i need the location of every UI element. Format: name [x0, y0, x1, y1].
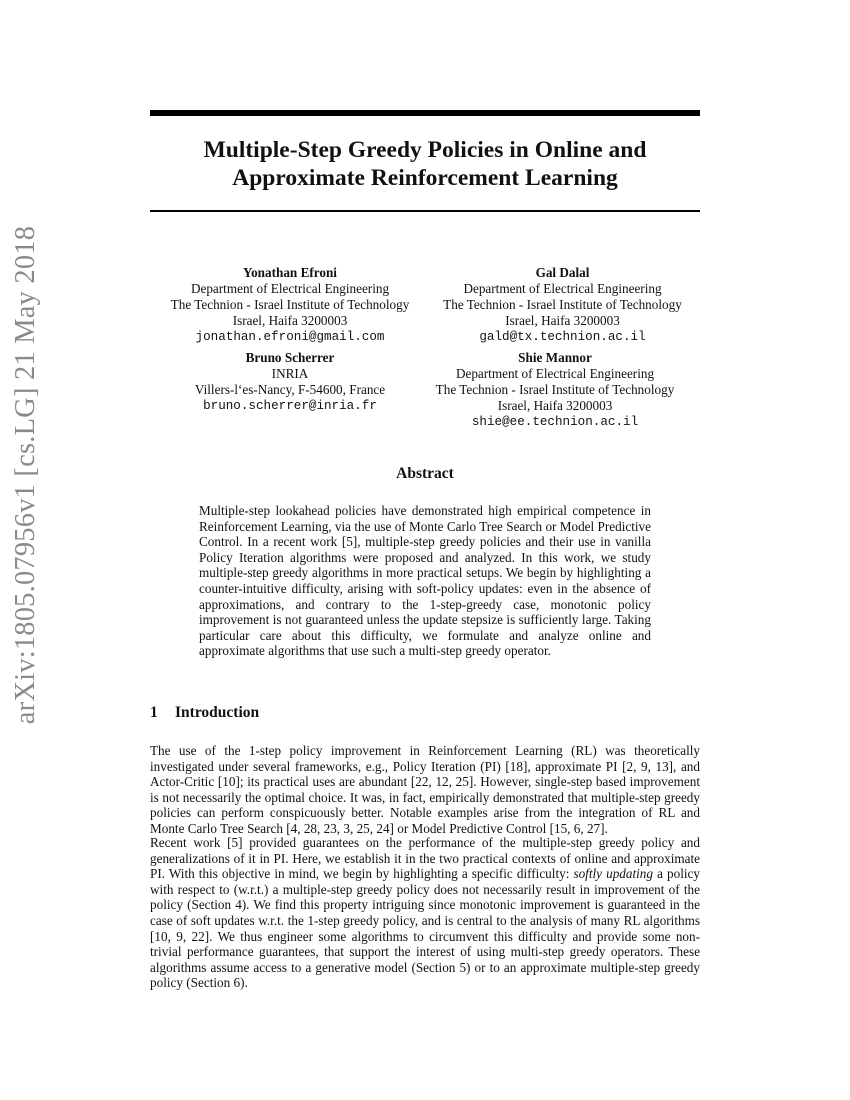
- author-email: jonathan.efroni@gmail.com: [195, 330, 385, 344]
- paragraph-text: a policy with respect to (w.r.t.) a multiple-step greedy policy does not necessarily result in improvement of the policy (Section 4). We find this property intriguing since monotonic improvement is guaranteed in the case of soft updates w.r.t. the 1-step greedy policy, and is central to the analysis of many RL algorithms [10, 9, 22]. We thus engineer some algorithms to circumvent this difficulty and provide some non-trivial performance guarantees, that support the interest of using multi-step greedy operators. These algorithms assume access to a generative model (Section 5) or to an approximate multiple-step greedy policy (Section 6).: [150, 866, 700, 991]
- paragraph-text: Recent work [5] provided guarantees on the performance of the multiple-step greedy policy and generalizations of it in PI. Here, we establish it in the two practical contexts of online and approximate PI. With this objective in mind, we begin by highlighting a specific difficulty:: [150, 835, 700, 882]
- title-bottom-rule: [150, 210, 700, 212]
- abstract-text: Multiple-step lookahead policies have demonstrated high empirical competence in Reinforcement Learning, via the use of Monte Carlo Tree Search or Model Predictive Control. In a recent work [5], multiple-step greedy policies and their use in vanilla Policy Iteration algorithms were proposed and analyzed. In this work, we study multiple-step greedy algorithms in more practical setups. We begin by highlighting a counter-intuitive difficulty, arising with soft-policy updates: even in the absence of approximations, and contrary to the 1-step-greedy case, monotonic policy improvement is not guaranteed unless the update stepsize is sufficiently large. Taking particular care about this difficulty, we formulate and analyze online and approximate algorithms that use such a multi-step greedy operator.: [199, 503, 651, 659]
- author-block: [425, 265, 700, 345]
- abstract-heading: Abstract: [396, 465, 454, 482]
- author-affiliation: Villers-l‘es-Nancy, F-54600, France: [194, 382, 386, 397]
- title-line-1: Multiple-Step Greedy Policies in Online and: [203, 137, 647, 163]
- author-block: [150, 350, 430, 414]
- author-block: [410, 350, 700, 430]
- title-top-rule: [150, 110, 700, 116]
- intro-paragraph-1: The use of the 1-step policy improvement in Reinforcement Learning (RL) was theoretically investigated under several frameworks, e.g., Policy Iteration (PI) [18], approximate PI [2, 9, 13], and Actor-Critic [10]; its practical uses are abundant [22, 12, 25]. However, single-step based improvement is not necessarily the optimal choice. It was, in fact, empirically demonstrated that multiple-step greedy policies can perform conspicuously better. Notable examples arise from the integration of RL and Monte Carlo Tree Search [4, 28, 23, 3, 25, 24] or Model Predictive Control [15, 6, 27].: [150, 743, 700, 836]
- arxiv-stamp-text: arXiv:1805.07956v1 [cs.LG] 21 May 2018: [10, 225, 41, 725]
- author-name: Yonathan Efroni: [243, 265, 337, 280]
- author-email: gald@tx.technion.ac.il: [479, 330, 646, 344]
- emphasized-term: softly updating: [573, 866, 653, 882]
- author-name: Shie Mannor: [518, 350, 592, 365]
- author-email: bruno.scherrer@inria.fr: [203, 399, 377, 413]
- arxiv-identifier-stamp: [4, 225, 48, 725]
- author-affiliation: The Technion - Israel Institute of Technology: [443, 297, 682, 312]
- author-affiliation: Department of Electrical Engineering: [455, 366, 655, 381]
- author-affiliation: The Technion - Israel Institute of Technology: [435, 382, 675, 397]
- author-affiliation: Israel, Haifa 3200003: [232, 313, 348, 328]
- author-block: [150, 265, 430, 345]
- section-heading: [150, 704, 259, 722]
- section-number: 1: [150, 704, 158, 721]
- author-affiliation: Department of Electrical Engineering: [190, 281, 390, 296]
- intro-paragraph-2: [150, 835, 700, 991]
- author-affiliation: Israel, Haifa 3200003: [505, 313, 620, 328]
- author-affiliation: Department of Electrical Engineering: [463, 281, 662, 296]
- author-affiliation: Israel, Haifa 3200003: [497, 398, 613, 413]
- paper-title: [150, 136, 700, 192]
- author-affiliation: The Technion - Israel Institute of Technology: [170, 297, 410, 312]
- author-email: shie@ee.technion.ac.il: [471, 415, 639, 429]
- section-title: Introduction: [175, 704, 260, 721]
- author-name: Bruno Scherrer: [245, 350, 335, 365]
- author-affiliation: INRIA: [271, 366, 309, 381]
- author-name: Gal Dalal: [535, 265, 590, 280]
- title-line-2: Approximate Reinforcement Learning: [232, 165, 618, 191]
